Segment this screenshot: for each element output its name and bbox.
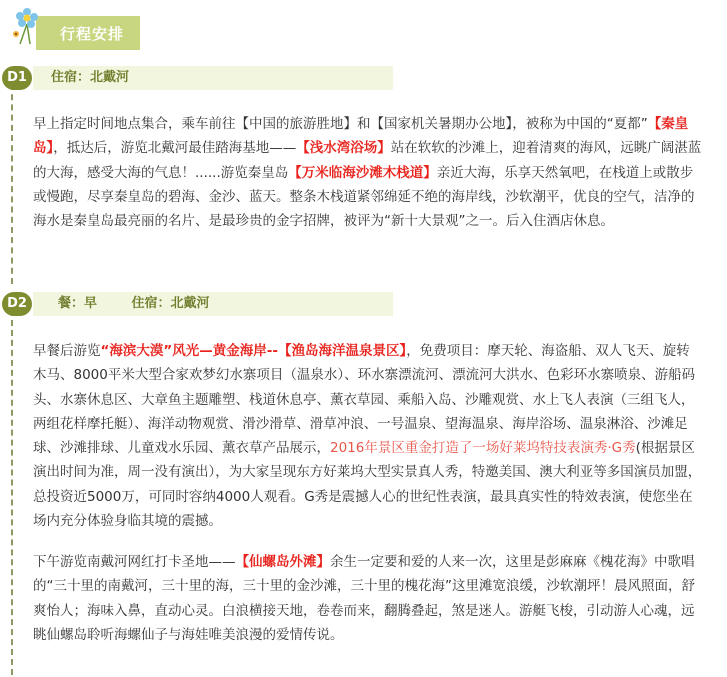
timeline-dashed-line xyxy=(11,310,13,675)
flower-icon xyxy=(10,6,44,46)
body-text: 早上指定时间地点集合，乘车前往【中国的旅游胜地】和【国家机关暑期办公地】，被称为中国的“夏都” xyxy=(33,116,648,132)
body-text: 早餐后游览 xyxy=(33,343,101,359)
body-text: 站在软软的沙滩上，迎着清爽的海风，远眺广阔湛蓝的大海，感受大海的气息！......游览秦皇岛 xyxy=(33,140,702,181)
highlight-text: 【仙螺岛外滩】 xyxy=(235,554,330,570)
day1-header xyxy=(33,66,393,90)
timeline-dashed-line xyxy=(11,84,13,284)
section-title: 行程安排 xyxy=(60,25,125,43)
body-text: 亲近大海，乐享天然氧吧，在栈道上或散步或慢跑，尽享秦皇岛的碧海、金沙、蓝天。整条木栈道紧邻绵延不绝的海岸线，沙软潮平，优良的空气，洁净的海水是秦皇岛最亮丽的名片、是最珍贵的金字招牌，被评为“新十大景观”之一。后入住酒店休息。 xyxy=(33,164,695,230)
highlight-text: “海滨大漠”风光—黄金海岸--【渔岛海洋温泉景区】 xyxy=(100,343,407,359)
day2-description-afternoon xyxy=(33,550,703,647)
body-text: 下午游览南戴河网红打卡圣地—— xyxy=(33,554,236,570)
day2-badge: D2 xyxy=(2,292,32,316)
day1-badge: D1 xyxy=(2,66,32,90)
highlight-text: 【浅水湾浴场】 xyxy=(296,140,391,157)
day1-description xyxy=(33,112,703,233)
body-text: (根据景区演出时间为准，周一没有演出），为大家呈现东方好莱坞大型实景真人秀，特邀美国、澳大利亚等多国演员加盟，总投资近5000万，可同时容纳4000人观看。G秀是震撼人心的世纪性表演，最具真实性的特效表演，使您坐在场内充分体验身临其境的震撼。 xyxy=(33,440,702,530)
body-text: ，免费项目：摩天轮、海盗船、双人飞天、旋转木马、8000平米大型合家欢梦幻水寨项目（温泉水）、环水寨漂流河、漂流河大洪水、色彩环水寨喷泉、游船码头、水寨休息区、大章鱼主题雕塑、栈道休息亭、薰衣草园、乘船入岛、沙雕观赏、水上飞人表演（三组飞人，两组花样摩托艇）、海洋动物观赏、滑沙滑草、滑草冲浪、一号温泉、望海温泉、海岸浴场、温泉淋浴、沙滩足球、沙滩排球、儿童戏水乐园、薰衣草产品展示， xyxy=(33,343,696,457)
day2-stay: 住宿：北戴河 xyxy=(131,296,210,311)
day2-description-morning xyxy=(33,339,703,533)
day2-meal: 餐：早 xyxy=(58,296,98,311)
day2-header xyxy=(33,292,393,316)
highlight-text: 【万米临海沙滩木栈道】 xyxy=(288,164,437,181)
highlight-text: 【秦皇岛】 xyxy=(33,116,689,157)
body-text: ，抵达后，游览北戴河最佳踏海基地—— xyxy=(53,140,297,157)
show-highlight-text: 2016年景区重金打造了一场好莱坞特技表演秀·G秀 xyxy=(330,440,636,457)
day1-stay: 住宿：北戴河 xyxy=(51,70,130,85)
body-text: 余生一定要和爱的人来一次，这里是彭麻麻《槐花海》中歌唱的“三十里的南戴河，三十里的海，三十里的金沙滩，三十里的槐花海”这里滩宽浪缓，沙软潮坪！晨风照面，舒爽怡人；海味入鼻，直动心灵。白浪横接天地，卷卷而来，翻腾叠起，煞是迷人。游艇飞梭，引动游人心魂，远眺仙螺岛聆听海螺仙子与海娃唯美浪漫的爱情传说。 xyxy=(33,554,695,643)
